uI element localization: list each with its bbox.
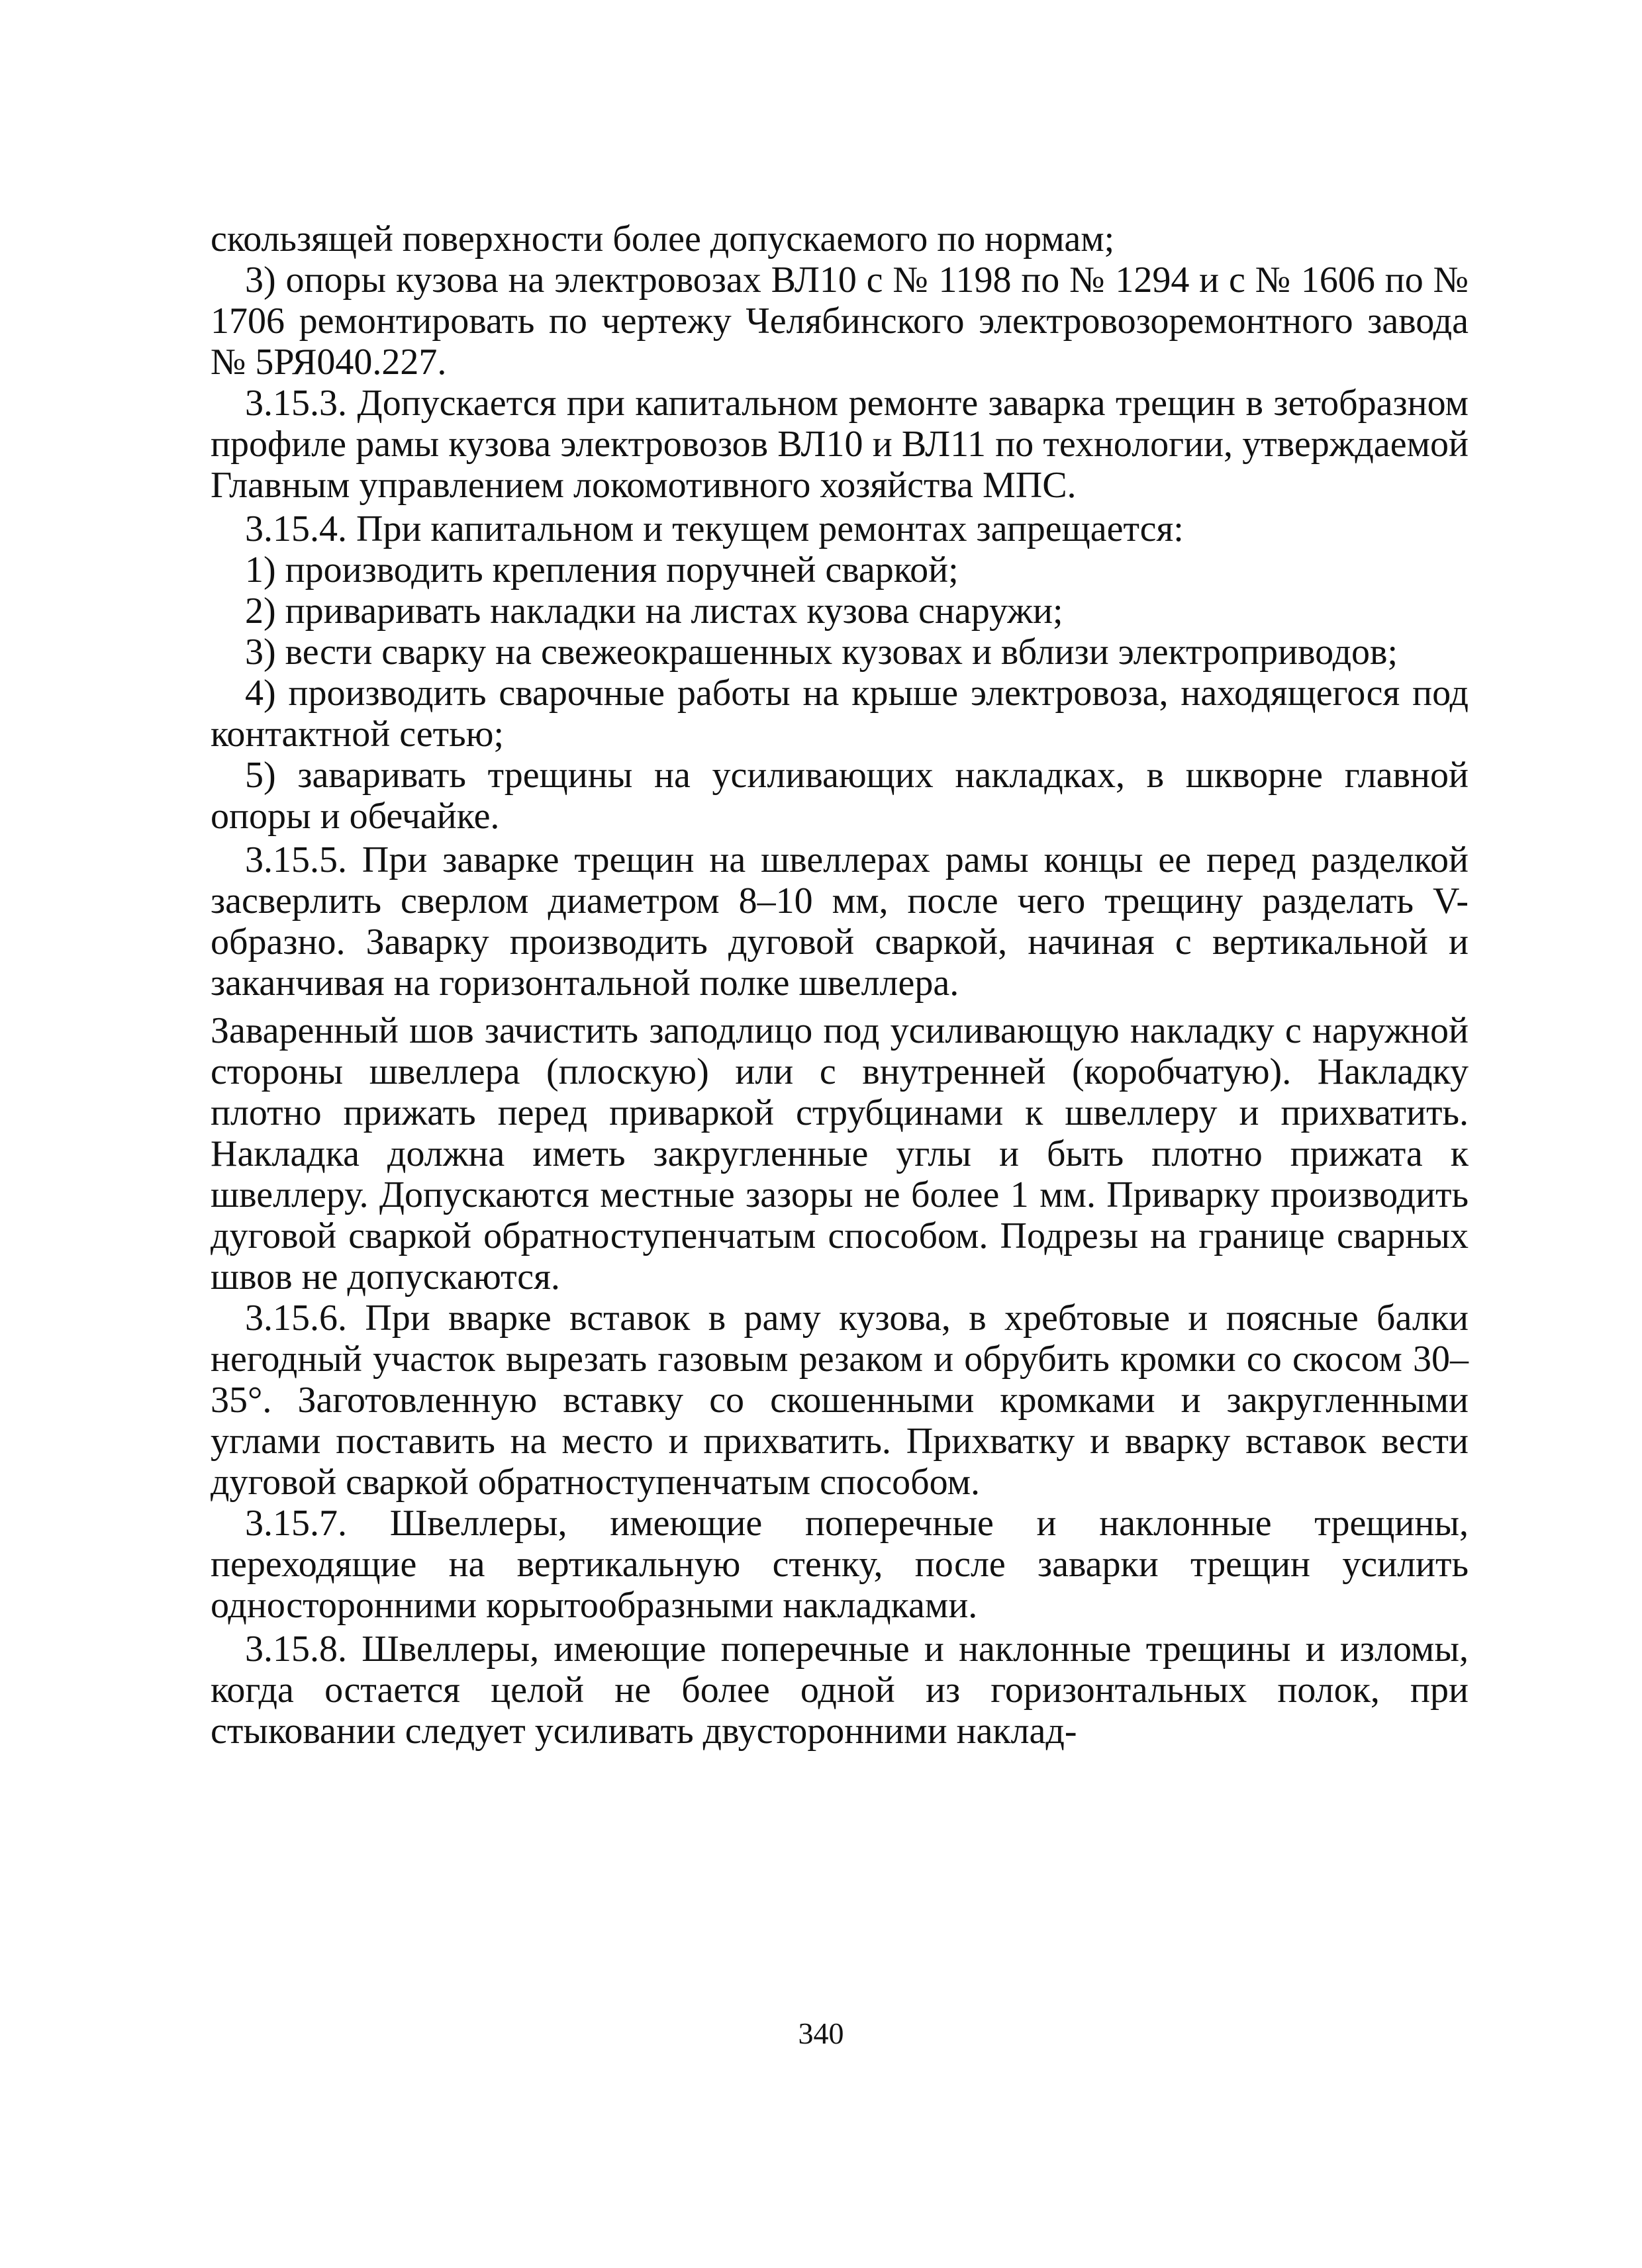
paragraph-3-15-5: 3.15.5. При заварке трещин на швеллерах рамы концы ее перед разделкой засверлить сверлом диаметром 8–10 мм, после чего трещину разделать V-образно. Заварку производить дуговой сваркой, начиная с вертикальной и заканчивая на горизонтальной полке швеллера. (211, 839, 1469, 1004)
document-page (211, 218, 1469, 2059)
list-item-3: 3) вести сварку на свежеокрашенных кузовах и вблизи электроприводов; (245, 632, 1398, 673)
paragraph-3-15-4: 3.15.4. При капитальном и текущем ремонтах запрещается: (245, 508, 1184, 549)
page-number: 340 (798, 2016, 844, 2050)
paragraph-3-15-6: 3.15.6. При вварке вставок в раму кузова, в хребтовые и поясные балки негодный участок вырезать газовым резаком и обрубить кромки со скосом 30–35°. Заготовленную вставку со скошенными кромками и закругленными углами поставить на место и прихватить. Прихватку и вварку вставок вести дуговой сваркой обратноступенчатым способом. (211, 1298, 1469, 1503)
paragraph-3-15-3: 3.15.3. Допускается при капитальном ремонте заварка трещин в зетобразном профиле рамы кузова электровозов ВЛ10 и ВЛ11 по технологии, утверждаемой Главным управлением локомотивного хозяйства МПС. (211, 383, 1469, 506)
list-item-5: 5) заваривать трещины на усиливающих накладках, в шкворне главной опоры и обечайке. (211, 755, 1469, 837)
paragraph-3-15-7: 3.15.7. Швеллеры, имеющие поперечные и наклонные трещины, переходящие на вертикальную стенку, после заварки трещин усилить односторонними корытообразными накладками. (211, 1503, 1469, 1626)
paragraph-3-15-8: 3.15.8. Швеллеры, имеющие поперечные и наклонные трещины и изломы, когда остается целой не более одной из горизонтальных полок, при стыковании следует усиливать двусторонними наклад- (211, 1629, 1469, 1752)
list-item-4: 4) производить сварочные работы на крыше электровоза, находящегося под контактной сетью; (211, 673, 1469, 755)
paragraph-welded-seam: Заваренный шов зачистить заподлицо под усиливающую накладку с наружной стороны швеллера (плоскую) или с внутренней (коробчатую). Накладку плотно прижать перед приваркой струбцинами к швеллеру и прихватить. Накладка должна иметь закругленные углы и быть плотно прижата к швеллеру. Допускаются местные зазоры не более 1 мм. Приварку производить дуговой сваркой обратноступенчатым способом. Подрезы на границе сварных швов не допускаются. (211, 1010, 1469, 1298)
list-item-1: 1) производить крепления поручней сваркой; (245, 549, 959, 591)
paragraph-continuation: скользящей поверхности более допускаемого по нормам; (211, 218, 1115, 260)
paragraph-item-3: 3) опоры кузова на электровозах ВЛ10 с № 1198 по № 1294 и с № 1606 по № 1706 ремонтировать по чертежу Челябинского электровозоремонтного завода № 5РЯ040.227. (211, 260, 1469, 383)
list-item-2: 2) приваривать накладки на листах кузова снаружи; (245, 591, 1063, 632)
